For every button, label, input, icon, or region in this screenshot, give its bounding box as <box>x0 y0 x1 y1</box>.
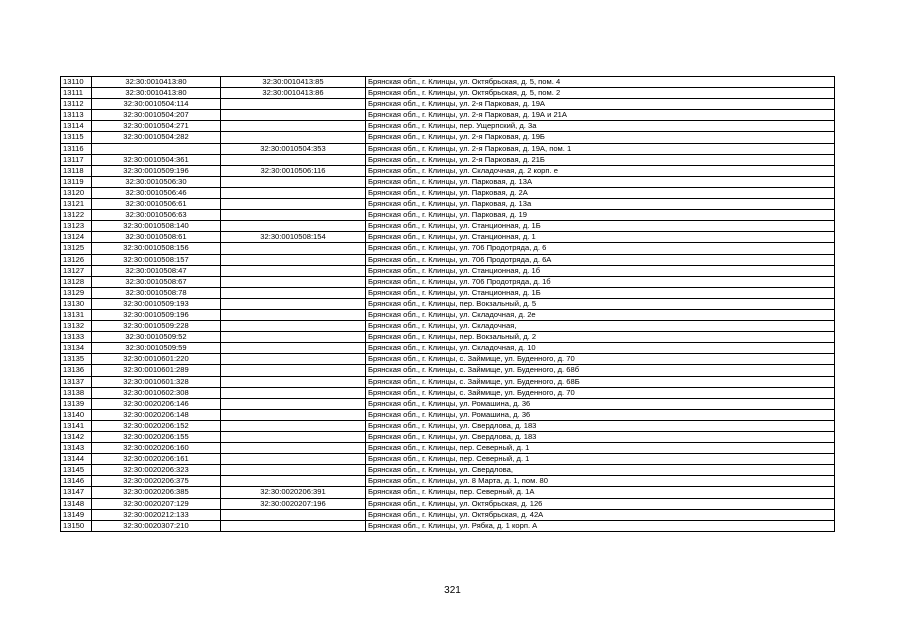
table-row <box>61 132 835 143</box>
related-cadastral-number-cell <box>221 176 366 187</box>
cadastral-number-cell: 32:30:0010504:282 <box>92 132 221 143</box>
table-row <box>61 365 835 376</box>
table-row <box>61 520 835 531</box>
cadastral-number-cell: 32:30:0010504:207 <box>92 110 221 121</box>
table-row <box>61 343 835 354</box>
related-cadastral-number-cell <box>221 443 366 454</box>
cadastral-number-cell: 32:30:0010508:61 <box>92 232 221 243</box>
address-cell: Брянская обл., г. Клинцы, ул. Октябрьская, д. 126 <box>366 498 835 509</box>
row-number-cell: 13126 <box>61 254 92 265</box>
table-row <box>61 176 835 187</box>
related-cadastral-number-cell <box>221 187 366 198</box>
cadastral-number-cell: 32:30:0010508:47 <box>92 265 221 276</box>
related-cadastral-number-cell: 32:30:0010413:85 <box>221 77 366 88</box>
cadastral-number-cell: 32:30:0010506:63 <box>92 210 221 221</box>
row-number-cell: 13146 <box>61 476 92 487</box>
row-number-cell: 13128 <box>61 276 92 287</box>
table-row <box>61 498 835 509</box>
address-cell: Брянская обл., г. Клинцы, ул. Складочная, д. 2 корп. е <box>366 165 835 176</box>
table-row <box>61 432 835 443</box>
row-number-cell: 13119 <box>61 176 92 187</box>
row-number-cell: 13132 <box>61 321 92 332</box>
related-cadastral-number-cell <box>221 221 366 232</box>
row-number-cell: 13130 <box>61 298 92 309</box>
address-cell: Брянская обл., г. Клинцы, с. Займище, ул. Буденного, д. 70 <box>366 387 835 398</box>
cadastral-number-cell <box>92 143 221 154</box>
cadastral-number-cell: 32:30:0010413:80 <box>92 77 221 88</box>
row-number-cell: 13117 <box>61 154 92 165</box>
address-cell: Брянская обл., г. Клинцы, ул. Станционная, д. 1б <box>366 265 835 276</box>
related-cadastral-number-cell: 32:30:0020206:391 <box>221 487 366 498</box>
address-cell: Брянская обл., г. Клинцы, ул. Станционная, д. 1Б <box>366 221 835 232</box>
related-cadastral-number-cell <box>221 387 366 398</box>
row-number-cell: 13147 <box>61 487 92 498</box>
address-cell: Брянская обл., г. Клинцы, ул. 2-я Парковая, д. 19А и 21А <box>366 110 835 121</box>
related-cadastral-number-cell <box>221 376 366 387</box>
related-cadastral-number-cell: 32:30:0010413:86 <box>221 88 366 99</box>
cadastral-number-cell: 32:30:0010601:220 <box>92 354 221 365</box>
address-cell: Брянская обл., г. Клинцы, ул. Станционная, д. 1Б <box>366 287 835 298</box>
table-row <box>61 121 835 132</box>
address-cell: Брянская обл., г. Клинцы, ул. Парковая, д. 13а <box>366 199 835 210</box>
related-cadastral-number-cell: 32:30:0010506:116 <box>221 165 366 176</box>
address-cell: Брянская обл., г. Клинцы, ул. 706 Продотряда, д. 6А <box>366 254 835 265</box>
related-cadastral-number-cell <box>221 298 366 309</box>
related-cadastral-number-cell: 32:30:0020207:196 <box>221 498 366 509</box>
cadastral-number-cell: 32:30:0010508:157 <box>92 254 221 265</box>
row-number-cell: 13110 <box>61 77 92 88</box>
cadastral-number-cell: 32:30:0010601:328 <box>92 376 221 387</box>
row-number-cell: 13138 <box>61 387 92 398</box>
cadastral-number-cell: 32:30:0010509:59 <box>92 343 221 354</box>
row-number-cell: 13150 <box>61 520 92 531</box>
table-row <box>61 332 835 343</box>
row-number-cell: 13137 <box>61 376 92 387</box>
address-cell: Брянская обл., г. Клинцы, с. Займище, ул. Буденного, д. 68Б <box>366 376 835 387</box>
related-cadastral-number-cell <box>221 309 366 320</box>
row-number-cell: 13127 <box>61 265 92 276</box>
cadastral-number-cell: 32:30:0010506:30 <box>92 176 221 187</box>
related-cadastral-number-cell <box>221 476 366 487</box>
cadastral-number-cell: 32:30:0010509:196 <box>92 309 221 320</box>
table-row <box>61 265 835 276</box>
address-cell: Брянская обл., г. Клинцы, ул. Складочная, д. 2е <box>366 309 835 320</box>
cadastral-number-cell: 32:30:0010508:78 <box>92 287 221 298</box>
cadastral-number-cell: 32:30:0010508:67 <box>92 276 221 287</box>
row-number-cell: 13125 <box>61 243 92 254</box>
table-row <box>61 287 835 298</box>
cadastral-number-cell: 32:30:0010601:289 <box>92 365 221 376</box>
address-cell: Брянская обл., г. Клинцы, ул. 2-я Парковая, д. 19Б <box>366 132 835 143</box>
cadastral-number-cell: 32:30:0010509:52 <box>92 332 221 343</box>
table-row <box>61 199 835 210</box>
table-row <box>61 465 835 476</box>
address-cell: Брянская обл., г. Клинцы, с. Займище, ул. Буденного, д. 68б <box>366 365 835 376</box>
related-cadastral-number-cell <box>221 509 366 520</box>
address-cell: Брянская обл., г. Клинцы, пер. Вокзальный, д. 5 <box>366 298 835 309</box>
address-cell: Брянская обл., г. Клинцы, ул. 706 Продотряда, д. 6 <box>366 243 835 254</box>
row-number-cell: 13129 <box>61 287 92 298</box>
related-cadastral-number-cell <box>221 454 366 465</box>
related-cadastral-number-cell <box>221 365 366 376</box>
table-row <box>61 454 835 465</box>
address-cell: Брянская обл., г. Клинцы, ул. Парковая, д. 19 <box>366 210 835 221</box>
address-cell: Брянская обл., г. Клинцы, ул. Свердлова, д. 183 <box>366 432 835 443</box>
address-cell: Брянская обл., г. Клинцы, ул. 2-я Парковая, д. 19А, пом. 1 <box>366 143 835 154</box>
row-number-cell: 13149 <box>61 509 92 520</box>
address-cell: Брянская обл., г. Клинцы, с. Займище, ул. Буденного, д. 70 <box>366 354 835 365</box>
related-cadastral-number-cell <box>221 520 366 531</box>
address-cell: Брянская обл., г. Клинцы, ул. Октябрьская, д. 42А <box>366 509 835 520</box>
table-row <box>61 409 835 420</box>
table-row <box>61 221 835 232</box>
page-number: 321 <box>444 585 461 596</box>
address-cell: Брянская обл., г. Клинцы, пер. Северный, д. 1 <box>366 443 835 454</box>
row-number-cell: 13131 <box>61 309 92 320</box>
cadastral-number-cell: 32:30:0010508:140 <box>92 221 221 232</box>
table-row <box>61 387 835 398</box>
address-cell: Брянская обл., г. Клинцы, ул. Станционная, д. 1 <box>366 232 835 243</box>
table-row <box>61 154 835 165</box>
row-number-cell: 13124 <box>61 232 92 243</box>
row-number-cell: 13113 <box>61 110 92 121</box>
address-cell: Брянская обл., г. Клинцы, ул. Складочная, д. 10 <box>366 343 835 354</box>
table-row <box>61 420 835 431</box>
address-cell: Брянская обл., г. Клинцы, ул. Октябрьская, д. 5, пом. 2 <box>366 88 835 99</box>
table-row <box>61 187 835 198</box>
related-cadastral-number-cell <box>221 354 366 365</box>
row-number-cell: 13139 <box>61 398 92 409</box>
row-number-cell: 13141 <box>61 420 92 431</box>
row-number-cell: 13111 <box>61 88 92 99</box>
table-row <box>61 321 835 332</box>
cadastral-number-cell: 32:30:0020206:146 <box>92 398 221 409</box>
address-cell: Брянская обл., г. Клинцы, ул. 8 Марта, д. 1, пом. 80 <box>366 476 835 487</box>
cadastral-number-cell: 32:30:0020207:129 <box>92 498 221 509</box>
table-row <box>61 276 835 287</box>
related-cadastral-number-cell <box>221 99 366 110</box>
row-number-cell: 13133 <box>61 332 92 343</box>
row-number-cell: 13143 <box>61 443 92 454</box>
related-cadastral-number-cell: 32:30:0010508:154 <box>221 232 366 243</box>
related-cadastral-number-cell <box>221 287 366 298</box>
address-cell: Брянская обл., г. Клинцы, пер. Вокзальный, д. 2 <box>366 332 835 343</box>
table-row <box>61 232 835 243</box>
related-cadastral-number-cell <box>221 409 366 420</box>
address-cell: Брянская обл., г. Клинцы, ул. Октябрьская, д. 5, пом. 4 <box>366 77 835 88</box>
cadastral-number-cell: 32:30:0020206:375 <box>92 476 221 487</box>
address-cell: Брянская обл., г. Клинцы, ул. Парковая, д. 2А <box>366 187 835 198</box>
cadastral-number-cell: 32:30:0020206:323 <box>92 465 221 476</box>
related-cadastral-number-cell <box>221 210 366 221</box>
related-cadastral-number-cell <box>221 132 366 143</box>
row-number-cell: 13140 <box>61 409 92 420</box>
cadastral-number-cell: 32:30:0010504:361 <box>92 154 221 165</box>
related-cadastral-number-cell <box>221 420 366 431</box>
table-row <box>61 99 835 110</box>
address-cell: Брянская обл., г. Клинцы, ул. Складочная, <box>366 321 835 332</box>
address-cell: Брянская обл., г. Клинцы, ул. Свердлова, <box>366 465 835 476</box>
row-number-cell: 13145 <box>61 465 92 476</box>
row-number-cell: 13144 <box>61 454 92 465</box>
address-cell: Брянская обл., г. Клинцы, ул. Ромашина, д. 36 <box>366 409 835 420</box>
related-cadastral-number-cell <box>221 343 366 354</box>
cadastral-number-cell: 32:30:0020206:161 <box>92 454 221 465</box>
cadastral-number-cell: 32:30:0010508:156 <box>92 243 221 254</box>
row-number-cell: 13148 <box>61 498 92 509</box>
cadastral-number-cell: 32:30:0020206:160 <box>92 443 221 454</box>
address-cell: Брянская обл., г. Клинцы, ул. 2-я Парковая, д. 19А <box>366 99 835 110</box>
table-row <box>61 487 835 498</box>
row-number-cell: 13112 <box>61 99 92 110</box>
table-row <box>61 110 835 121</box>
row-number-cell: 13142 <box>61 432 92 443</box>
table-row <box>61 243 835 254</box>
cadastral-number-cell: 32:30:0010413:80 <box>92 88 221 99</box>
related-cadastral-number-cell <box>221 321 366 332</box>
cadastral-registry-table <box>60 76 835 532</box>
address-cell: Брянская обл., г. Клинцы, ул. 706 Продотряда, д. 1б <box>366 276 835 287</box>
table-row <box>61 354 835 365</box>
address-cell: Брянская обл., г. Клинцы, ул. Свердлова, д. 183 <box>366 420 835 431</box>
row-number-cell: 13114 <box>61 121 92 132</box>
cadastral-number-cell: 32:30:0020307:210 <box>92 520 221 531</box>
row-number-cell: 13135 <box>61 354 92 365</box>
address-cell: Брянская обл., г. Клинцы, ул. Ромашина, д. 36 <box>366 398 835 409</box>
cadastral-number-cell: 32:30:0020206:148 <box>92 409 221 420</box>
related-cadastral-number-cell <box>221 332 366 343</box>
address-cell: Брянская обл., г. Клинцы, пер. Ущерпский, д. 3а <box>366 121 835 132</box>
row-number-cell: 13123 <box>61 221 92 232</box>
table-row <box>61 309 835 320</box>
related-cadastral-number-cell <box>221 154 366 165</box>
cadastral-number-cell: 32:30:0010509:228 <box>92 321 221 332</box>
cadastral-number-cell: 32:30:0010509:193 <box>92 298 221 309</box>
related-cadastral-number-cell <box>221 243 366 254</box>
table-row <box>61 298 835 309</box>
cadastral-number-cell: 32:30:0010602:308 <box>92 387 221 398</box>
related-cadastral-number-cell <box>221 254 366 265</box>
table-row <box>61 376 835 387</box>
row-number-cell: 13118 <box>61 165 92 176</box>
related-cadastral-number-cell <box>221 465 366 476</box>
address-cell: Брянская обл., г. Клинцы, пер. Северный, д. 1 <box>366 454 835 465</box>
address-cell: Брянская обл., г. Клинцы, пер. Северный, д. 1А <box>366 487 835 498</box>
related-cadastral-number-cell <box>221 276 366 287</box>
related-cadastral-number-cell <box>221 110 366 121</box>
address-cell: Брянская обл., г. Клинцы, ул. Парковая, д. 13А <box>366 176 835 187</box>
related-cadastral-number-cell <box>221 398 366 409</box>
row-number-cell: 13136 <box>61 365 92 376</box>
table-row <box>61 210 835 221</box>
related-cadastral-number-cell <box>221 199 366 210</box>
cadastral-number-cell: 32:30:0010506:46 <box>92 187 221 198</box>
table-row <box>61 254 835 265</box>
address-cell: Брянская обл., г. Клинцы, ул. Рябка, д. 1 корп. А <box>366 520 835 531</box>
row-number-cell: 13120 <box>61 187 92 198</box>
cadastral-number-cell: 32:30:0010509:196 <box>92 165 221 176</box>
address-cell: Брянская обл., г. Клинцы, ул. 2-я Парковая, д. 21Б <box>366 154 835 165</box>
cadastral-number-cell: 32:30:0010504:114 <box>92 99 221 110</box>
related-cadastral-number-cell: 32:30:0010504:353 <box>221 143 366 154</box>
table-row <box>61 165 835 176</box>
table-row <box>61 143 835 154</box>
table-row <box>61 398 835 409</box>
row-number-cell: 13122 <box>61 210 92 221</box>
cadastral-number-cell: 32:30:0020212:133 <box>92 509 221 520</box>
table-row <box>61 88 835 99</box>
cadastral-number-cell: 32:30:0020206:385 <box>92 487 221 498</box>
row-number-cell: 13134 <box>61 343 92 354</box>
cadastral-number-cell: 32:30:0020206:152 <box>92 420 221 431</box>
row-number-cell: 13121 <box>61 199 92 210</box>
related-cadastral-number-cell <box>221 432 366 443</box>
registry-table-body <box>61 77 835 532</box>
table-row <box>61 476 835 487</box>
cadastral-number-cell: 32:30:0020206:155 <box>92 432 221 443</box>
row-number-cell: 13115 <box>61 132 92 143</box>
row-number-cell: 13116 <box>61 143 92 154</box>
related-cadastral-number-cell <box>221 265 366 276</box>
cadastral-number-cell: 32:30:0010506:61 <box>92 199 221 210</box>
table-row <box>61 443 835 454</box>
cadastral-number-cell: 32:30:0010504:271 <box>92 121 221 132</box>
table-row <box>61 77 835 88</box>
table-row <box>61 509 835 520</box>
related-cadastral-number-cell <box>221 121 366 132</box>
